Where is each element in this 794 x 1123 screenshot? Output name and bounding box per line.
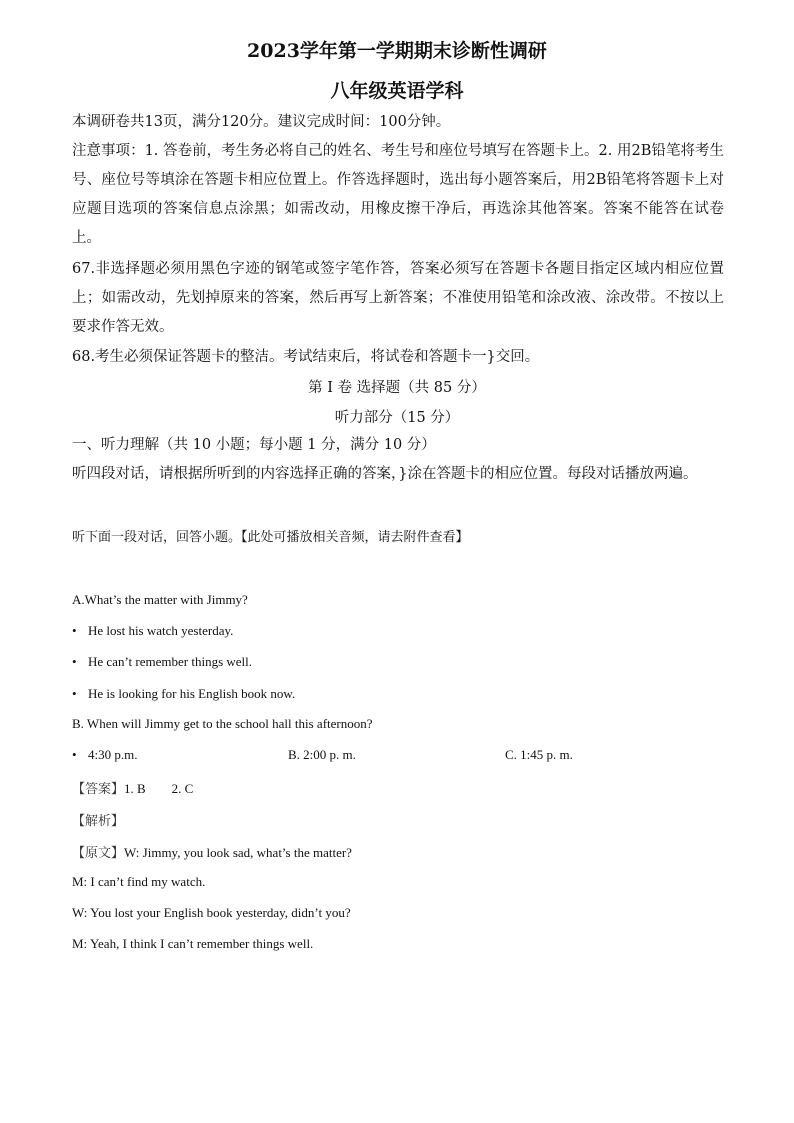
bullet-icon: • — [72, 654, 77, 669]
transcript-line: W: You lost your English book yesterday, didn’t you? — [72, 905, 351, 920]
question-1-option — [72, 623, 233, 639]
transcript-line: M: Yeah, I think I can’t remember things well. — [72, 936, 314, 951]
notice-paragraph: 注意事项：1. 答卷前，考生务必将自己的姓名、考生号和座位号填写在答题卡上。2. 用2B铅笔将考生号、座位号等填涂在答题卡相应位置上。作答选择题时，选出每小题答案后，用2B铅笔将答题卡上对应题目选项的答案信息点涂黑；如需改动，用橡皮擦干净后，再选涂其他答案。答案不能答在试卷上。 — [72, 143, 724, 246]
bullet-icon: • — [72, 623, 77, 638]
page-subtitle: 八年级英语学科 — [330, 80, 464, 102]
part-heading: 一、听力理解（共 10 小题；每小题 1 分，满分 10 分） — [72, 437, 436, 453]
volume-heading: 第 I 卷 选择题（共 85 分） — [308, 380, 486, 396]
question-1-option — [72, 686, 295, 702]
question-1-stem: A.What’s the matter with Jimmy? — [72, 592, 248, 607]
transcript-tag: 【原文】 — [72, 846, 125, 861]
notice-item-67: 67.非选择题必须用黑色字迹的钢笔或签字笔作答，答案必须写在答题卡各题目指定区域内相应位置上；如需改动，先划掉原来的答案，然后再写上新答案；不准使用铅笔和涂改液、涂改带。不按以上要求作答无效。 — [72, 261, 724, 335]
question-2-option: C. 1:45 p. m. — [505, 747, 573, 762]
listening-instructions: 听四段对话，请根据所听到的内容选择正确的答案，}涂在答题卡的相应位置。每段对话播放两遍。 — [72, 466, 698, 482]
option-text: He is looking for his English book now. — [88, 686, 296, 701]
answer-tag: 【答案】 — [72, 782, 125, 797]
analysis-line — [72, 810, 124, 829]
intro-line: 本调研卷共13页，满分120分。建议完成时间：100分钟。 — [72, 114, 451, 130]
answer-values: 1. B 2. C — [124, 781, 194, 796]
transcript-line: M: I can’t find my watch. — [72, 874, 206, 889]
answer-line — [72, 778, 193, 797]
bullet-icon: • — [72, 747, 77, 762]
page-title: 2023学年第一学期期末诊断性调研 — [247, 40, 547, 62]
analysis-tag: 【解析】 — [72, 814, 125, 829]
notice-item-68: 68.考生必须保证答题卡的整洁。考试结束后，将试卷和答题卡一}交回。 — [72, 349, 540, 365]
option-text: He can’t remember things well. — [88, 654, 253, 669]
option-text: 4:30 p.m. — [88, 747, 138, 762]
audio-note: 听下面一段对话，回答小题。【此处可播放相关音频，请去附件查看】 — [72, 530, 469, 545]
listening-heading: 听力部分（15 分） — [334, 410, 460, 426]
question-2-option — [72, 747, 137, 763]
question-2-stem: B. When will Jimmy get to the school hall this afternoon? — [72, 716, 373, 731]
question-2-option: B. 2:00 p. m. — [288, 747, 356, 762]
question-1-option — [72, 654, 252, 670]
bullet-icon: • — [72, 686, 77, 701]
option-text: He lost his watch yesterday. — [88, 623, 234, 638]
transcript-text: W: Jimmy, you look sad, what’s the matter? — [124, 845, 352, 860]
transcript-line — [72, 842, 352, 861]
